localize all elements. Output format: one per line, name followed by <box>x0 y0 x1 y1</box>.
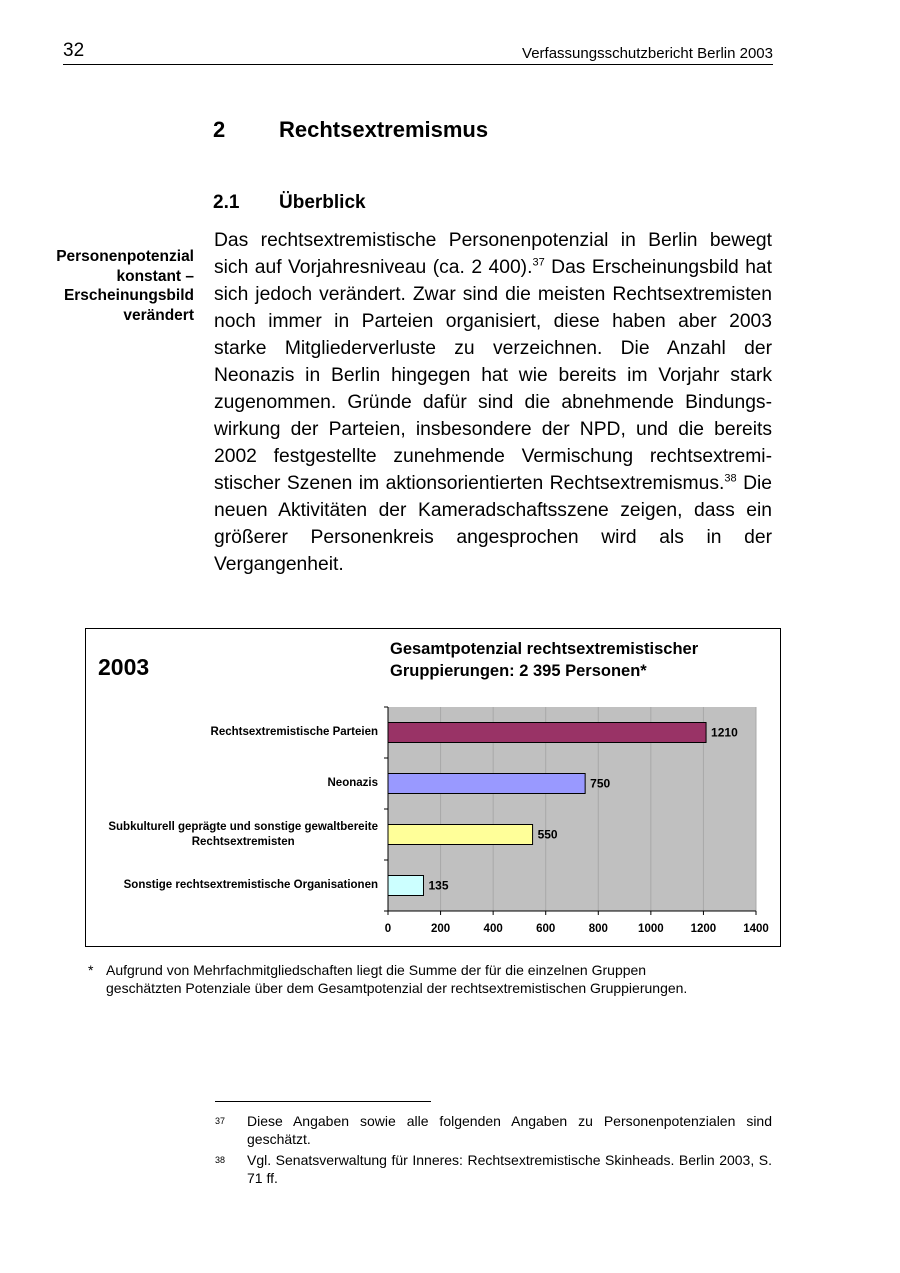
figure-year: 2003 <box>98 654 150 680</box>
footnote-text: Diese Angaben sowie alle folgenden Angaben zu Personenpotenzialen sind geschätzt. <box>247 1113 772 1147</box>
margin-note-line: Personenpotenzial <box>56 248 194 265</box>
bar-value-label: 1210 <box>711 725 738 740</box>
body-text-part: Das rechtsextremistische Personenpotenzial in Berlin bewegt sich auf Vorjahresniveau (ca. 2 400). <box>214 230 772 278</box>
category-label-line: Rechtsextremisten <box>191 835 295 848</box>
footnote-ref[interactable]: 37 <box>532 256 545 269</box>
figure-note-marker: * <box>88 962 94 978</box>
bar-value-label: 135 <box>428 878 449 893</box>
bar <box>388 723 706 743</box>
figure-note <box>88 961 768 997</box>
margin-note-line: Erscheinungsbild <box>63 287 194 304</box>
footnote <box>215 1151 772 1187</box>
x-tick-label: 600 <box>536 923 556 935</box>
x-tick-label: 1000 <box>638 923 664 935</box>
body-text-part: Das Erscheinungsbild hat sich jedoch verändert. Zwar sind die meisten Rechtsextremisten noch immer in Parteien organisiert, diese haben aber 2003 starke Mitgliederverluste zu verzeichnen. Die Anzahl der Neonazis in Berlin hingegen hat wie bereits im Vorjahr stark zugenommen. Gründe dafür sind die abnehmende Bindungswirkung der Parteien, insbesondere der NPD, und die bereits 2002 festgestellte zunehmende Vermischung rechtsextremistischer Szenen im aktionsorientierten Rechtsextremismus. <box>214 257 772 494</box>
section-title: Überblick <box>279 192 366 213</box>
body-text-part: Die neuen Aktivitäten der Kameradschaftsszene zeigen, dass ein größerer Personenkreis angesprochen wird als in der Vergangenheit. <box>214 473 772 575</box>
figure-note-line: Aufgrund von Mehrfachmitgliedschaften liegt die Summe der für die einzelnen Gruppen <box>106 962 647 978</box>
bar <box>388 876 423 896</box>
category-label-line: Neonazis <box>327 777 378 789</box>
footnote <box>215 1112 772 1148</box>
footnote-ref[interactable]: 38 <box>724 472 737 485</box>
x-tick-label: 400 <box>483 923 503 935</box>
category-label-line: Rechtsextremistische Parteien <box>210 726 378 738</box>
running-title: Verfassungsschutzbericht Berlin 2003 <box>522 45 773 62</box>
chart-title-line: Gruppierungen: 2 395 Personen* <box>390 662 647 680</box>
figure-note-line: geschätzten Potenziale über dem Gesamtpotenzial der rechtsextremistischen Gruppierungen. <box>106 980 688 996</box>
footnote-number: 38 <box>215 1155 226 1165</box>
chapter-number: 2 <box>213 117 226 142</box>
x-tick-label: 1400 <box>743 923 769 935</box>
x-tick-label: 800 <box>588 923 608 935</box>
x-tick-label: 1200 <box>690 923 717 935</box>
margin-note-line: konstant – <box>116 267 194 285</box>
category-label-line: Subkulturell geprägte und sonstige gewaltbereite <box>108 820 378 833</box>
bar-value-label: 550 <box>537 827 558 842</box>
margin-note-line: verändert <box>123 306 194 324</box>
x-tick-label: 0 <box>384 923 392 935</box>
footnote-text: Vgl. Senatsverwaltung für Inneres: Rechtsextremistische Skinheads. Berlin 2003, S. 71 ff. <box>247 1152 772 1186</box>
category-label-line: Sonstige rechtsextremistische Organisationen <box>123 879 378 891</box>
bar <box>388 825 533 845</box>
bar-value-label: 750 <box>590 776 611 791</box>
page-number: 32 <box>63 40 85 61</box>
section-number: 2.1 <box>213 192 240 213</box>
bar <box>388 774 585 794</box>
chapter-title: Rechtsextremismus <box>279 117 489 142</box>
x-tick-label: 200 <box>430 923 451 935</box>
chart-title-line: Gesamtpotenzial rechtsextremistischer <box>390 640 699 658</box>
footnote-number: 37 <box>215 1116 226 1126</box>
footnote-rule <box>215 1101 431 1102</box>
